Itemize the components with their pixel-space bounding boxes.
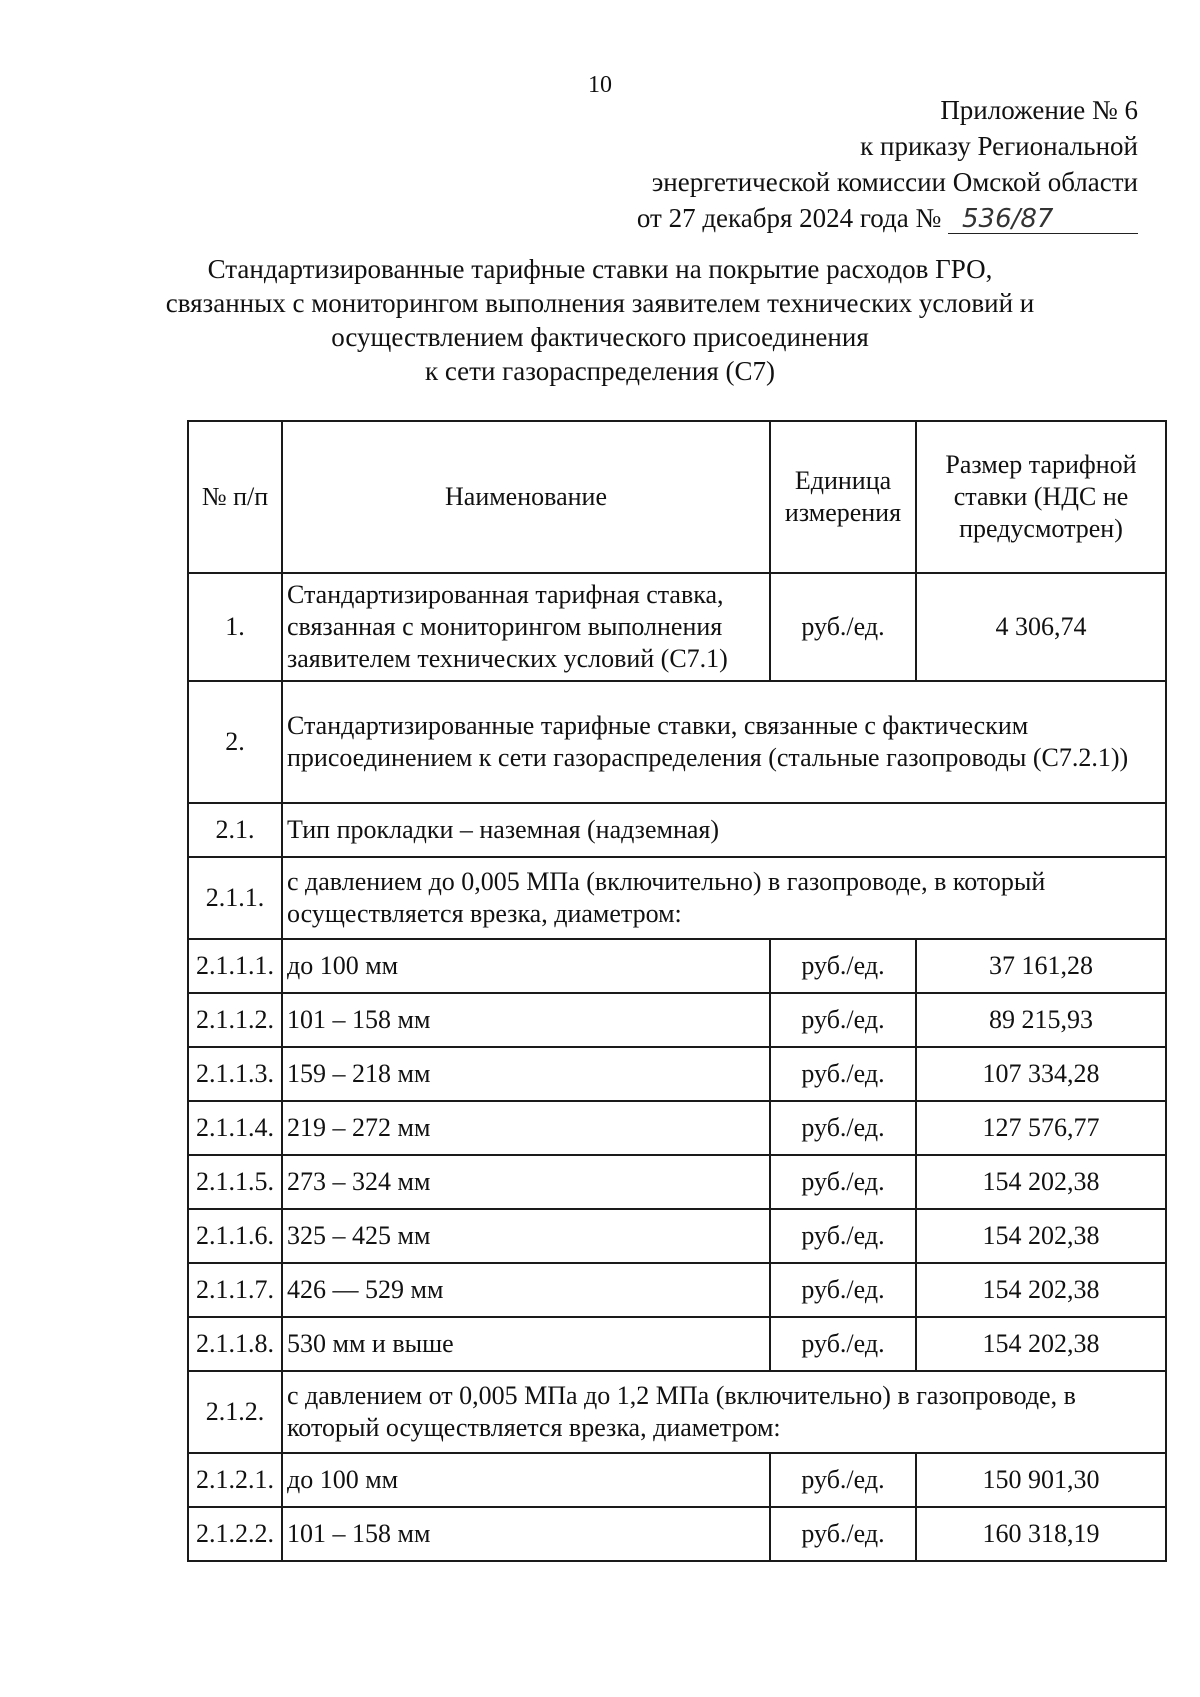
row-name: Стандартизированные тарифные ставки, связанные с фактическим присоединением к сети газораспределения (стальные газопроводы (С7.2.1)) [282, 681, 1166, 803]
row-unit: руб./ед. [770, 939, 916, 993]
row-name: с давлением от 0,005 МПа до 1,2 МПа (включительно) в газопроводе, в который осуществляется врезка, диаметром: [282, 1371, 1166, 1453]
row-name: 530 мм и выше [282, 1317, 770, 1371]
header-unit: Единица измерения [770, 421, 916, 573]
row-value: 154 202,38 [916, 1263, 1166, 1317]
table-row [188, 1317, 1166, 1371]
appendix-date-prefix: от 27 декабря 2024 года № [636, 203, 942, 233]
row-value: 150 901,30 [916, 1453, 1166, 1507]
row-num: 2. [188, 681, 282, 803]
header-value: Размер тарифной ставки (НДС не предусмотрен) [916, 421, 1166, 573]
row-unit: руб./ед. [770, 1209, 916, 1263]
table-row [188, 1263, 1166, 1317]
row-value: 107 334,28 [916, 1047, 1166, 1101]
table-row [188, 1101, 1166, 1155]
table-row [188, 1047, 1166, 1101]
row-num: 2.1.1.7. [188, 1263, 282, 1317]
row-name: Стандартизированная тарифная ставка, связанная с мониторингом выполнения заявителем технических условий (С7.1) [282, 573, 770, 681]
table-row [188, 939, 1166, 993]
title-line-1: Стандартизированные тарифные ставки на покрытие расходов ГРО, [207, 254, 993, 284]
row-num: 2.1.2. [188, 1371, 282, 1453]
row-unit: руб./ед. [770, 1047, 916, 1101]
row-num: 2.1.1.2. [188, 993, 282, 1047]
order-number-handwritten: 536/87 [948, 205, 1138, 234]
table-row [188, 681, 1166, 803]
row-name: Тип прокладки – наземная (надземная) [282, 803, 1166, 857]
table-row [188, 857, 1166, 939]
table-row [188, 1155, 1166, 1209]
header-num: № п/п [188, 421, 282, 573]
page-number: 10 [588, 72, 612, 98]
row-name: до 100 мм [282, 939, 770, 993]
title-line-4: к сети газораспределения (С7) [424, 356, 775, 386]
row-value: 154 202,38 [916, 1317, 1166, 1371]
row-num: 2.1.1.4. [188, 1101, 282, 1155]
row-unit: руб./ед. [770, 1507, 916, 1561]
title-line-3: осуществлением фактического присоединения [331, 322, 869, 352]
appendix-line-4 [637, 200, 1138, 236]
row-value: 4 306,74 [916, 573, 1166, 681]
row-unit: руб./ед. [770, 1453, 916, 1507]
row-value: 160 318,19 [916, 1507, 1166, 1561]
row-num: 2.1.2.1. [188, 1453, 282, 1507]
table-row [188, 1507, 1166, 1561]
row-name: 159 – 218 мм [282, 1047, 770, 1101]
row-value: 154 202,38 [916, 1209, 1166, 1263]
row-name: 219 – 272 мм [282, 1101, 770, 1155]
row-name: 101 – 158 мм [282, 993, 770, 1047]
table-row [188, 1209, 1166, 1263]
table-header-row [188, 421, 1166, 573]
table-row [188, 573, 1166, 681]
row-unit: руб./ед. [770, 573, 916, 681]
row-name: 101 – 158 мм [282, 1507, 770, 1561]
table-row [188, 803, 1166, 857]
row-num: 2.1.1.3. [188, 1047, 282, 1101]
document-title [150, 252, 1050, 388]
table-row [188, 1453, 1166, 1507]
table-row [188, 1371, 1166, 1453]
row-num: 2.1. [188, 803, 282, 857]
row-name: с давлением до 0,005 МПа (включительно) в газопроводе, в который осуществляется врезка, диаметром: [282, 857, 1166, 939]
row-num: 2.1.1.8. [188, 1317, 282, 1371]
appendix-line-1: Приложение № 6 [940, 95, 1138, 125]
row-unit: руб./ед. [770, 1155, 916, 1209]
row-unit: руб./ед. [770, 1101, 916, 1155]
row-name: 273 – 324 мм [282, 1155, 770, 1209]
row-name: 426 — 529 мм [282, 1263, 770, 1317]
header-name: Наименование [282, 421, 770, 573]
row-name: 325 – 425 мм [282, 1209, 770, 1263]
row-name: до 100 мм [282, 1453, 770, 1507]
appendix-header [637, 92, 1138, 236]
appendix-line-3: энергетической комиссии Омской области [651, 167, 1138, 197]
row-value: 37 161,28 [916, 939, 1166, 993]
title-line-2: связанных с мониторингом выполнения заявителем технических условий и [165, 288, 1035, 318]
row-unit: руб./ед. [770, 1263, 916, 1317]
row-unit: руб./ед. [770, 1317, 916, 1371]
table-row [188, 993, 1166, 1047]
row-num: 2.1.1.6. [188, 1209, 282, 1263]
row-num: 2.1.2.2. [188, 1507, 282, 1561]
row-value: 89 215,93 [916, 993, 1166, 1047]
row-value: 154 202,38 [916, 1155, 1166, 1209]
row-num: 1. [188, 573, 282, 681]
row-unit: руб./ед. [770, 993, 916, 1047]
row-num: 2.1.1.1. [188, 939, 282, 993]
tariff-table [187, 420, 1167, 1562]
row-value: 127 576,77 [916, 1101, 1166, 1155]
row-num: 2.1.1.5. [188, 1155, 282, 1209]
row-num: 2.1.1. [188, 857, 282, 939]
appendix-line-2: к приказу Региональной [860, 131, 1138, 161]
